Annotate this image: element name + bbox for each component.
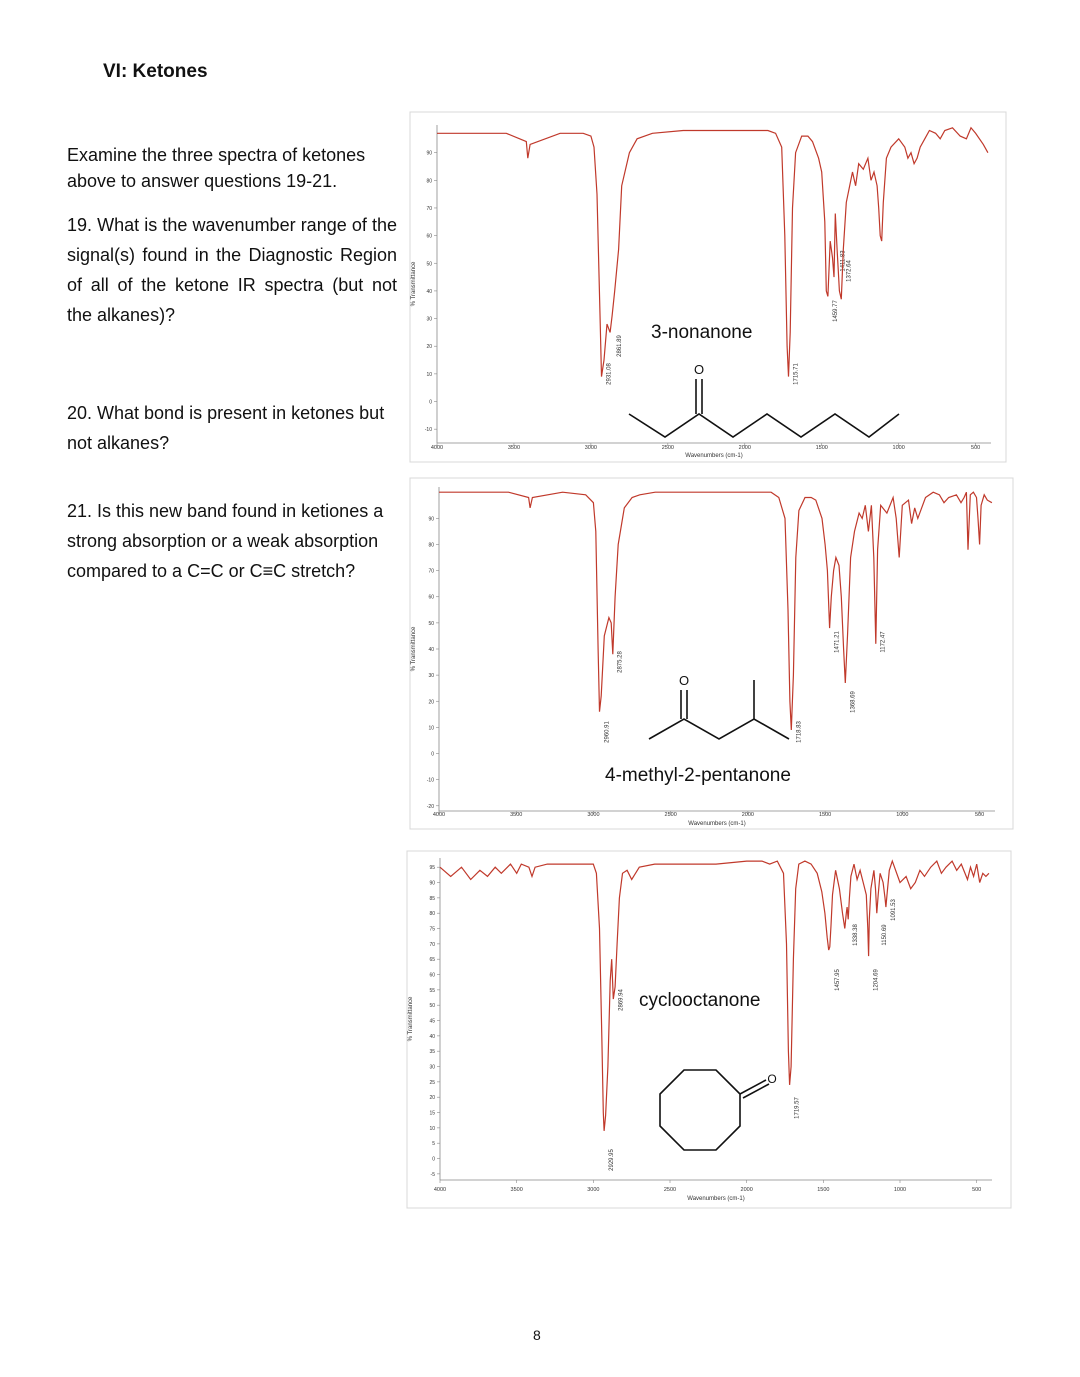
y-tick-label: 80	[426, 178, 432, 185]
y-tick-label: 15	[429, 1110, 435, 1117]
y-tick-label: 20	[426, 344, 432, 351]
y-tick-label: 60	[426, 233, 432, 240]
y-tick-label: 20	[428, 699, 434, 706]
ir-spectrum-3-nonanone	[409, 111, 1007, 463]
y-tick-label: 10	[428, 725, 434, 732]
y-tick-label: 5	[432, 1141, 435, 1148]
x-tick-label: 4000	[430, 445, 444, 451]
oxygen-atom: O	[678, 673, 690, 688]
oxygen-atom: O	[693, 362, 705, 377]
x-tick-label: 3500	[510, 1187, 523, 1193]
question-21: 21. Is this new band found in ketiones a strong absorption or a weak absorption compared to a C=C or C≡C stretch?	[67, 501, 384, 581]
peak-label: 1372.64	[846, 260, 853, 282]
x-tick-label: 3000	[587, 1187, 600, 1193]
peak-label: 2869.94	[618, 989, 625, 1011]
peak-label: 1338.38	[853, 924, 860, 946]
peak-label: 2861.89	[617, 335, 624, 357]
y-tick-label: 10	[426, 371, 432, 378]
y-tick-label: 10	[429, 1125, 435, 1132]
y-axis-label: % Transmittance	[408, 996, 414, 1042]
y-tick-label: 35	[429, 1049, 435, 1056]
spectrum-svg-3	[406, 850, 1012, 1209]
ir-spectrum-4-methyl-2-pentanone	[409, 477, 1014, 830]
x-tick-label: 1500	[818, 812, 832, 818]
question-20: 20. What bond is present in ketones but not alkanes?	[67, 403, 385, 453]
peak-label: 1718.83	[796, 721, 803, 743]
x-tick-label: 500	[974, 812, 985, 818]
y-tick-label: 70	[429, 941, 435, 948]
y-tick-label: 55	[429, 987, 435, 994]
y-tick-label: 40	[429, 1033, 435, 1040]
y-tick-label: 90	[426, 150, 432, 157]
y-tick-label: 60	[428, 594, 434, 601]
y-tick-label: 70	[428, 568, 434, 575]
y-tick-label: 50	[428, 620, 434, 627]
y-tick-label: 80	[429, 911, 435, 918]
peak-label: 1204.69	[873, 969, 880, 991]
y-tick-label: 0	[432, 1156, 435, 1163]
y-tick-label: 0	[431, 751, 434, 758]
plot-frame	[407, 851, 1011, 1208]
x-tick-label: 3500	[507, 445, 521, 451]
section-heading: VI: Ketones	[103, 61, 208, 82]
y-tick-label: 90	[428, 516, 434, 523]
y-tick-label: 90	[429, 880, 435, 887]
peak-label: 1368.69	[850, 691, 857, 713]
structure-4-methyl-2-pentanone	[649, 680, 789, 739]
y-tick-label: 85	[429, 895, 435, 902]
x-axis-label: Wavenumbers (cm-1)	[687, 1196, 745, 1202]
peak-label: 1172.47	[880, 631, 887, 653]
x-tick-label: 2500	[664, 812, 677, 818]
spectrum-svg-1	[409, 111, 1007, 463]
ir-spectrum-cyclooctanone	[406, 850, 1012, 1209]
structure-cyclooctanone	[660, 1070, 769, 1150]
question-19: 19. What is the wavenumber range of the signal(s) found in the Diagnostic Region of all of the ketone IR spectra (but not the alkanes)?	[67, 215, 397, 325]
intro-text: Examine the three spectra of ketones above to answer questions 19-21.	[67, 145, 366, 191]
spectrum-svg-2	[409, 477, 1014, 830]
x-tick-label: 2500	[663, 1187, 677, 1193]
y-tick-label: 80	[428, 542, 434, 549]
x-tick-label: 3000	[587, 812, 600, 818]
x-tick-label: 3000	[584, 445, 598, 451]
y-tick-label: 75	[429, 926, 435, 933]
x-tick-label: 500	[971, 445, 981, 451]
y-tick-label: 65	[429, 957, 435, 964]
peak-label: 1091.53	[890, 899, 897, 921]
x-tick-label: 1000	[896, 812, 909, 818]
y-tick-label: -5	[430, 1171, 435, 1178]
compound-name: cyclooctanone	[639, 990, 761, 1011]
x-tick-label: 4000	[432, 812, 446, 818]
peak-label: 1715.71	[793, 363, 800, 385]
y-tick-label: 30	[428, 673, 434, 680]
x-tick-label: 500	[972, 1187, 982, 1193]
x-axis-label: Wavenumbers (cm-1)	[685, 453, 743, 459]
y-tick-label: 40	[428, 647, 434, 653]
y-tick-label: 0	[429, 399, 432, 406]
peak-label: 1457.95	[834, 969, 841, 991]
peak-label: 2960.91	[604, 721, 611, 743]
page-number: 8	[533, 1327, 541, 1343]
x-tick-label: 1500	[817, 1187, 830, 1193]
oxygen-atom: O	[767, 1072, 777, 1086]
y-tick-label: -20	[426, 803, 434, 810]
y-tick-label: 30	[429, 1064, 435, 1071]
peak-label: 1471.21	[834, 631, 841, 653]
y-tick-label: 30	[426, 316, 432, 323]
y-tick-label: 50	[429, 1003, 435, 1010]
peak-label: 1411.83	[840, 250, 847, 272]
peak-label: 2875.28	[617, 651, 624, 673]
x-tick-label: 2500	[661, 445, 674, 451]
y-tick-label: 60	[429, 972, 435, 979]
structure-3-nonanone	[629, 379, 899, 437]
peak-label: 1150.69	[881, 924, 888, 946]
peak-label: 2931.08	[606, 363, 613, 385]
y-axis-label: % Transmittance	[411, 626, 417, 672]
peak-label: 1459.77	[832, 300, 839, 322]
y-tick-label: 45	[429, 1018, 435, 1025]
y-tick-label: 50	[426, 261, 432, 268]
x-axis-label: Wavenumbers (cm-1)	[688, 821, 746, 827]
peak-label: 1719.57	[794, 1097, 801, 1119]
x-tick-label: 2000	[738, 445, 751, 451]
x-tick-label: 2000	[740, 1187, 753, 1193]
compound-name: 3-nonanone	[651, 322, 753, 343]
y-tick-label: 95	[429, 865, 435, 872]
y-tick-label: 20	[429, 1095, 435, 1102]
x-tick-label: 2000	[741, 812, 755, 818]
y-tick-label: -10	[426, 777, 434, 784]
x-tick-label: 1000	[892, 445, 905, 451]
y-axis-label: % Transmittance	[411, 261, 417, 307]
x-tick-label: 1500	[815, 445, 828, 451]
spectrum-trace	[439, 492, 992, 730]
y-tick-label: 40	[426, 288, 432, 295]
y-tick-label: 25	[429, 1079, 435, 1086]
x-tick-label: 1000	[893, 1187, 907, 1193]
compound-name: 4-methyl-2-pentanone	[605, 765, 791, 786]
x-tick-label: 3500	[510, 812, 523, 818]
y-tick-label: 70	[426, 205, 432, 212]
x-tick-label: 4000	[433, 1187, 447, 1193]
peak-label: 2929.95	[609, 1149, 616, 1171]
y-tick-label: -10	[424, 427, 432, 434]
plot-frame	[410, 112, 1006, 462]
